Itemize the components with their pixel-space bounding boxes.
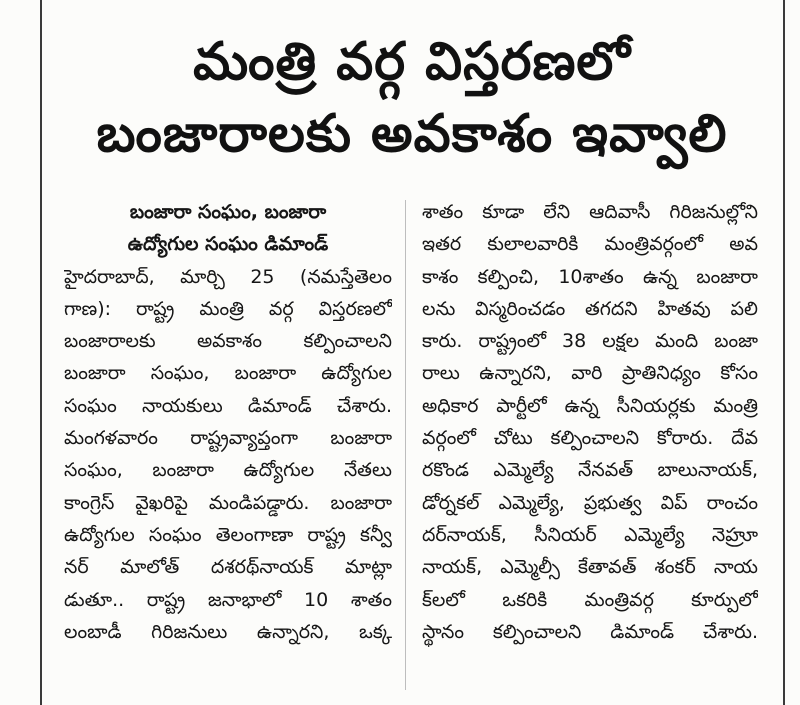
- body-line: లంబాడీ గిరిజనులు ఉన్నారని, ఒక్క: [64, 620, 392, 643]
- body-line: డోర్నకల్ ఎమ్మెల్యే, ప్రభుత్వ విప్ రాంచం: [422, 491, 758, 514]
- body-line: అధికార పార్టీలో ఉన్న సీనియర్లకు మంత్రి: [422, 394, 758, 417]
- headline: [42, 26, 782, 170]
- body-line: సంఘం, బంజారా ఉద్యోగుల నేతలు: [64, 459, 392, 482]
- body-line: స్థానం కల్పించాలని డిమాండ్ చేశారు.: [422, 620, 758, 643]
- right-column: [422, 196, 758, 648]
- body-line: కాశం కల్పించి, 10శాతం ఉన్న బంజారా: [422, 265, 758, 288]
- body-line: డుతూ.. రాష్ట్ర జనాభాలో 10 శాతం: [64, 588, 392, 611]
- body-line: నాయక్, ఎమ్మెల్సీ కేతావత్ శంకర్ నాయ: [422, 556, 758, 579]
- body-line: శాతం కూడా లేని ఆదివాసీ గిరిజనుల్లోని: [422, 201, 758, 223]
- right-border-rule: [783, 0, 785, 705]
- body-line: సంఘం నాయకులు డిమాండ్ చేశారు.: [64, 394, 392, 417]
- body-line: కారు. రాష్ట్రంలో 38 లక్షల మంది బంజా: [422, 330, 758, 353]
- body-line: రాలు ఉన్నారని, వారి ప్రాతినిధ్యం కోసం: [422, 362, 758, 385]
- headline-line: బంజారాలకు అవకాశం ఇవ్వాలి: [96, 104, 728, 164]
- body-line: దర్‌నాయక్, సీనియర్ ఎమ్మెల్యే నెహ్రూ: [422, 523, 758, 546]
- deck-line: ఉద్యోగుల సంఘం డిమాండ్: [127, 233, 329, 256]
- body-line: ఉద్యోగుల సంఘం తెలంగాణా రాష్ట్ర కన్వీ: [64, 523, 392, 546]
- body-line: హైదరాబాద్, మార్చి 25 (నమస్తేతెలం: [64, 265, 392, 288]
- body-line: లను విస్మరించడం తగదని హితవు పలి: [422, 297, 758, 320]
- body-line: రకొండ ఎమ్మెల్యే నేనవత్ బాలునాయక్,: [422, 459, 758, 482]
- body-line: గాణ): రాష్ట్ర మంత్రి వర్గ విస్తరణలో: [64, 297, 392, 320]
- body-line: ఇతర కులాలవారికి మంత్రివర్గంలో అవ: [422, 233, 758, 256]
- deck-line: బంజారా సంఘం, బంజారా: [129, 201, 327, 223]
- column-divider: [405, 200, 406, 690]
- body-line: కాంగ్రెస్ వైఖరిపై మండిపడ్డారు. బంజారా: [64, 491, 392, 514]
- body-line: నర్ మాలోత్ దశరథ్‌నాయక్ మాట్లా: [64, 556, 392, 579]
- body-line: బంజారా సంఘం, బంజారా ఉద్యోగుల: [64, 362, 392, 385]
- body-line: బంజారాలకు అవకాశం కల్పించాలని: [64, 330, 392, 353]
- headline-line: మంత్రి వర్గ విస్తరణలో: [193, 32, 631, 92]
- body-line: వర్గంలో చోటు కల్పించాలని కోరారు. దేవ: [422, 427, 758, 450]
- body-line: క్‌లలో ఒకరికి మంత్రివర్గ కూర్పులో: [422, 588, 758, 611]
- left-column: [64, 196, 392, 648]
- body-line: మంగళవారం రాష్ట్రవ్యాప్తంగా బంజారా: [64, 427, 392, 450]
